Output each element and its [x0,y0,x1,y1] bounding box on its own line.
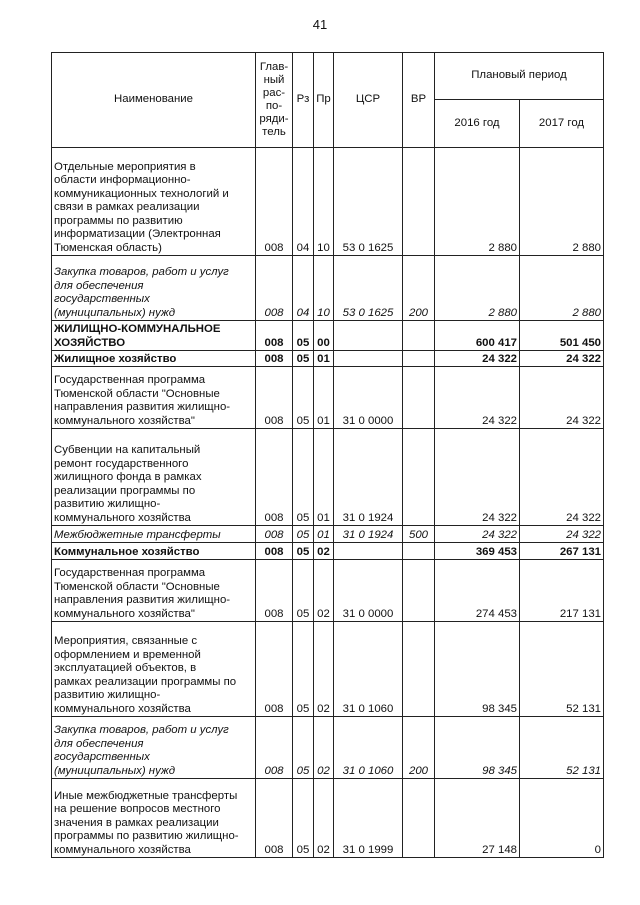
row-csr: 31 0 0000 [334,367,403,429]
row-2017: 24 322 [520,367,604,429]
row-rz: 05 [293,526,314,543]
row-pr: 01 [314,526,334,543]
row-csr: 53 0 1625 [334,256,403,321]
row-pr: 01 [314,429,334,526]
row-vr [403,351,435,367]
row-name: Межбюджетные трансферты [52,526,256,543]
table-row [52,429,604,526]
row-rz: 05 [293,429,314,526]
row-gr: 008 [256,148,293,256]
row-name: Государственная программа Тюменской области "Основные направления развития жилищно- коммунального хозяйства" [52,560,256,622]
header-name: Наименование [52,53,256,148]
row-gr: 008 [256,321,293,351]
row-gr: 008 [256,622,293,717]
row-name: Государственная программа Тюменской области "Основные направления развития жилищно- коммунального хозяйства" [52,367,256,429]
row-rz: 05 [293,717,314,779]
table-row [52,256,604,321]
row-vr: 200 [403,256,435,321]
row-name: Иные межбюджетные трансферты на решение вопросов местного значения в рамках реализации программы по развитию жилищно- коммунального хозяйства [52,779,256,858]
row-2016: 274 453 [435,560,520,622]
header-pr: Пр [314,53,334,148]
row-gr: 008 [256,779,293,858]
row-2016: 24 322 [435,351,520,367]
row-2016: 24 322 [435,526,520,543]
row-2017: 0 [520,779,604,858]
row-rz: 05 [293,321,314,351]
row-2016: 98 345 [435,622,520,717]
table-row [52,321,604,351]
row-rz: 05 [293,543,314,560]
table-row [52,622,604,717]
row-gr: 008 [256,429,293,526]
row-gr: 008 [256,717,293,779]
row-pr: 02 [314,779,334,858]
row-vr [403,779,435,858]
row-pr: 02 [314,560,334,622]
row-2016: 27 148 [435,779,520,858]
row-name: Субвенции на капитальный ремонт государственного жилищного фонда в рамках реализации программы по развитию жилищно- коммунального хозяйства [52,429,256,526]
row-2017: 2 880 [520,148,604,256]
table-row [52,526,604,543]
row-name: Закупка товаров, работ и услуг для обеспечения государственных (муниципальных) нужд [52,256,256,321]
table-row [52,367,604,429]
row-csr: 31 0 1924 [334,526,403,543]
row-vr [403,622,435,717]
row-vr [403,429,435,526]
row-2016: 600 417 [435,321,520,351]
row-2017: 217 131 [520,560,604,622]
row-2016: 24 322 [435,429,520,526]
row-2016: 2 880 [435,256,520,321]
row-name: Отдельные мероприятия в области информационно- коммуникационных технологий и связи в рамках реализации программы по развитию информатизации (Электронная Тюменская область) [52,148,256,256]
row-rz: 05 [293,622,314,717]
header-vr: ВР [403,53,435,148]
row-csr: 31 0 1924 [334,429,403,526]
row-2017: 52 131 [520,622,604,717]
row-name: Коммунальное хозяйство [52,543,256,560]
row-csr [334,351,403,367]
header-rz: Рз [293,53,314,148]
row-rz: 05 [293,351,314,367]
row-gr: 008 [256,367,293,429]
budget-table [51,52,604,858]
table-row [52,148,604,256]
row-pr: 10 [314,256,334,321]
row-pr: 02 [314,543,334,560]
row-2017: 24 322 [520,526,604,543]
header-year-2017: 2017 год [520,100,604,148]
row-pr: 02 [314,717,334,779]
row-2017: 267 131 [520,543,604,560]
page-number: 41 [312,17,328,32]
row-gr: 008 [256,256,293,321]
row-rz: 05 [293,779,314,858]
row-csr: 31 0 0000 [334,560,403,622]
row-csr: 31 0 1060 [334,717,403,779]
row-vr: 500 [403,526,435,543]
row-name: ЖИЛИЩНО-КОММУНАЛЬНОЕ ХОЗЯЙСТВО [52,321,256,351]
row-rz: 05 [293,560,314,622]
row-2017: 24 322 [520,429,604,526]
row-vr [403,543,435,560]
row-rz: 04 [293,256,314,321]
row-vr: 200 [403,717,435,779]
row-2016: 369 453 [435,543,520,560]
row-pr: 02 [314,622,334,717]
row-name: Закупка товаров, работ и услуг для обеспечения государственных (муниципальных) нужд [52,717,256,779]
row-csr: 53 0 1625 [334,148,403,256]
row-pr: 01 [314,367,334,429]
row-gr: 008 [256,560,293,622]
row-csr: 31 0 1999 [334,779,403,858]
row-2017: 52 131 [520,717,604,779]
header-csr: ЦСР [334,53,403,148]
table-row [52,560,604,622]
row-rz: 04 [293,148,314,256]
row-pr: 01 [314,351,334,367]
header-main-manager: Глав- ный рас- по- ряди- тель [256,53,293,148]
row-2017: 501 450 [520,321,604,351]
row-gr: 008 [256,543,293,560]
row-pr: 10 [314,148,334,256]
row-csr: 31 0 1060 [334,622,403,717]
row-rz: 05 [293,367,314,429]
table-row [52,779,604,858]
row-vr [403,367,435,429]
table-row [52,543,604,560]
row-name: Мероприятия, связанные с оформлением и временной эксплуатацией объектов, в рамках реализации программы по развитию жилищно- коммунального хозяйства [52,622,256,717]
row-vr [403,148,435,256]
row-2016: 98 345 [435,717,520,779]
row-name: Жилищное хозяйство [52,351,256,367]
row-2017: 2 880 [520,256,604,321]
row-vr [403,560,435,622]
row-2016: 24 322 [435,367,520,429]
row-vr [403,321,435,351]
row-2016: 2 880 [435,148,520,256]
header-year-2016: 2016 год [435,100,520,148]
row-gr: 008 [256,526,293,543]
header-planned-period: Плановый период [435,53,604,100]
row-csr [334,543,403,560]
row-pr: 00 [314,321,334,351]
row-gr: 008 [256,351,293,367]
table-row [52,351,604,367]
row-2017: 24 322 [520,351,604,367]
row-csr [334,321,403,351]
table-row [52,717,604,779]
